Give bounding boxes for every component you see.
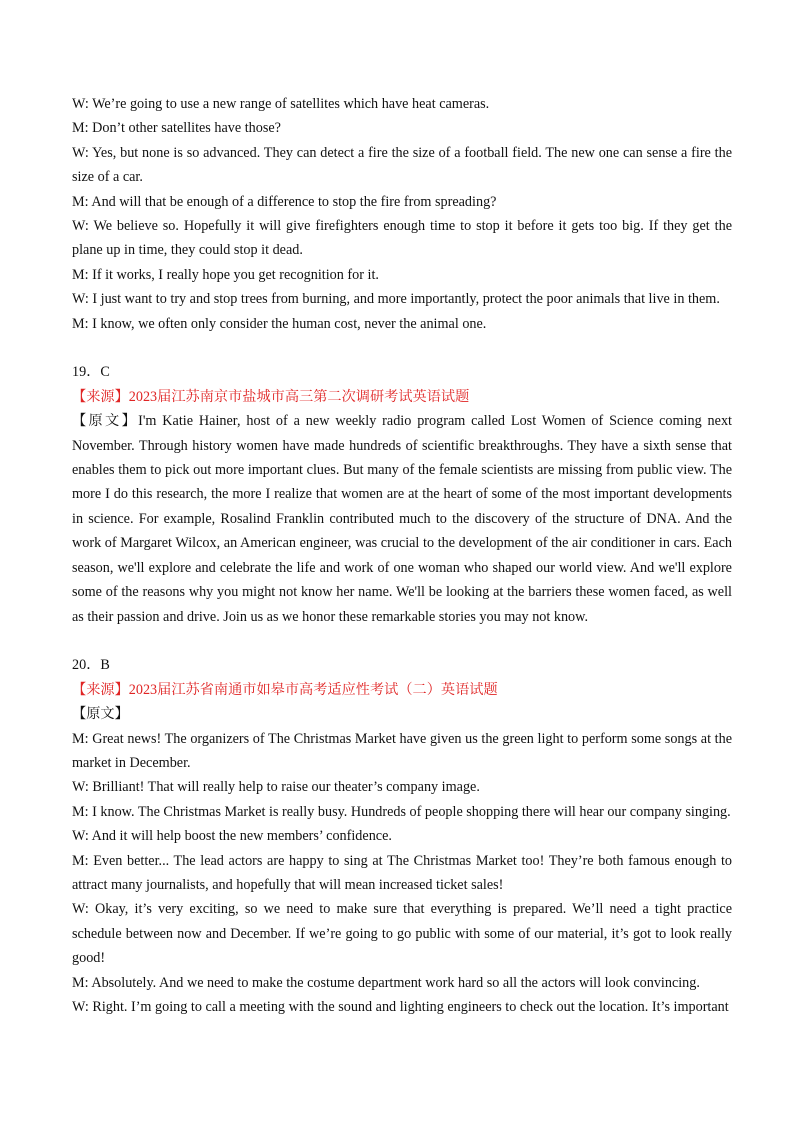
document-body [72, 92, 732, 1019]
source-tag: 【来源】 [72, 388, 129, 405]
original-tag-line: 【原文】 [72, 706, 129, 723]
dialogue-line: W: Brilliant! That will really help to raise our theater’s company image. [72, 779, 480, 796]
source-tag: 【来源】 [72, 681, 129, 698]
source-text: 2023届江苏南京市盐城市高三第二次调研考试英语试题 [128, 388, 470, 405]
question-number: 20．B [72, 657, 110, 674]
dialogue-line: M: I know, we often only consider the human cost, never the animal one. [72, 315, 487, 332]
source-line [72, 385, 732, 409]
spacer [72, 629, 732, 653]
dialogue-line: W: We’re going to use a new range of satellites which have heat cameras. [72, 96, 490, 112]
source-line [72, 678, 732, 702]
dialogue-line: W: Right. I’m going to call a meeting with the sound and lighting engineers to check out the location. It’s important [72, 999, 729, 1015]
original-text: I'm Katie Hainer, host of a new weekly radio program called Lost Women of Science coming next November. Through history women have made hundreds of scientific breakthroughs. They have a sixth sense that enables them to pick out more important clues. But many of the female scientists are missing from public view. The more I do this research, the more I realize that women are at the heart of some of the most important developments in science. For example, Rosalind Franklin contributed much to the discovery of the structure of DNA. And the work of Margaret Wilcox, an American engineer, was crucial to the development of the air conditioner in cars. Each season, we'll explore and celebrate the life and work of one woman who shaped our world view. And we'll explore some of the reasons why you might not know her name. We'll be looking at the barriers these women faced, as well as their passion and drive. Join us as we honor these remarkable stories you may not know. [72, 413, 732, 625]
dialogue-line: W: Okay, it’s very exciting, so we need to make sure that everything is prepared. We’ll need a tight practice schedule between now and December. If we’re going to go public with some of our material, it’s got to look really good! [72, 901, 732, 967]
dialogue-line: M: Even better... The lead actors are happy to sing at The Christmas Market too! They’re both famous enough to attract many journalists, and hopefully that will mean increased ticket sales! [72, 852, 732, 893]
original-tag: 【原文】 [72, 413, 139, 430]
question-20 [72, 653, 732, 1019]
question-19 [72, 360, 732, 628]
question-number: 19．C [72, 364, 110, 381]
dialogue-line: M: I know. The Christmas Market is really busy. Hundreds of people shopping there will hear our company singing. [72, 803, 731, 820]
dialogue-line: M: And will that be enough of a difference to stop the fire from spreading? [72, 193, 497, 210]
dialogue-line: W: We believe so. Hopefully it will give firefighters enough time to stop it before it gets too big. If they get the plane up in time, they could stop it dead. [72, 218, 732, 259]
original-passage [72, 409, 732, 629]
dialogue-line: W: I just want to try and stop trees from burning, and more importantly, protect the poor animals that live in them. [72, 291, 720, 308]
dialogue-top [72, 92, 732, 336]
dialogue-line: M: Great news! The organizers of The Christmas Market have given us the green light to perform some songs at the market in December. [72, 730, 732, 771]
spacer [72, 336, 732, 360]
source-text: 2023届江苏省南通市如皋市高考适应性考试（二）英语试题 [128, 681, 498, 698]
dialogue-line: W: Yes, but none is so advanced. They can detect a fire the size of a football field. The new one can sense a fire the size of a car. [72, 144, 732, 186]
dialogue-line: M: Don’t other satellites have those? [72, 120, 281, 137]
dialogue-line: W: And it will help boost the new members’ confidence. [72, 828, 392, 845]
dialogue-line: M: If it works, I really hope you get recognition for it. [72, 266, 379, 283]
dialogue-line: M: Absolutely. And we need to make the costume department work hard so all the actors will look convincing. [72, 974, 700, 991]
